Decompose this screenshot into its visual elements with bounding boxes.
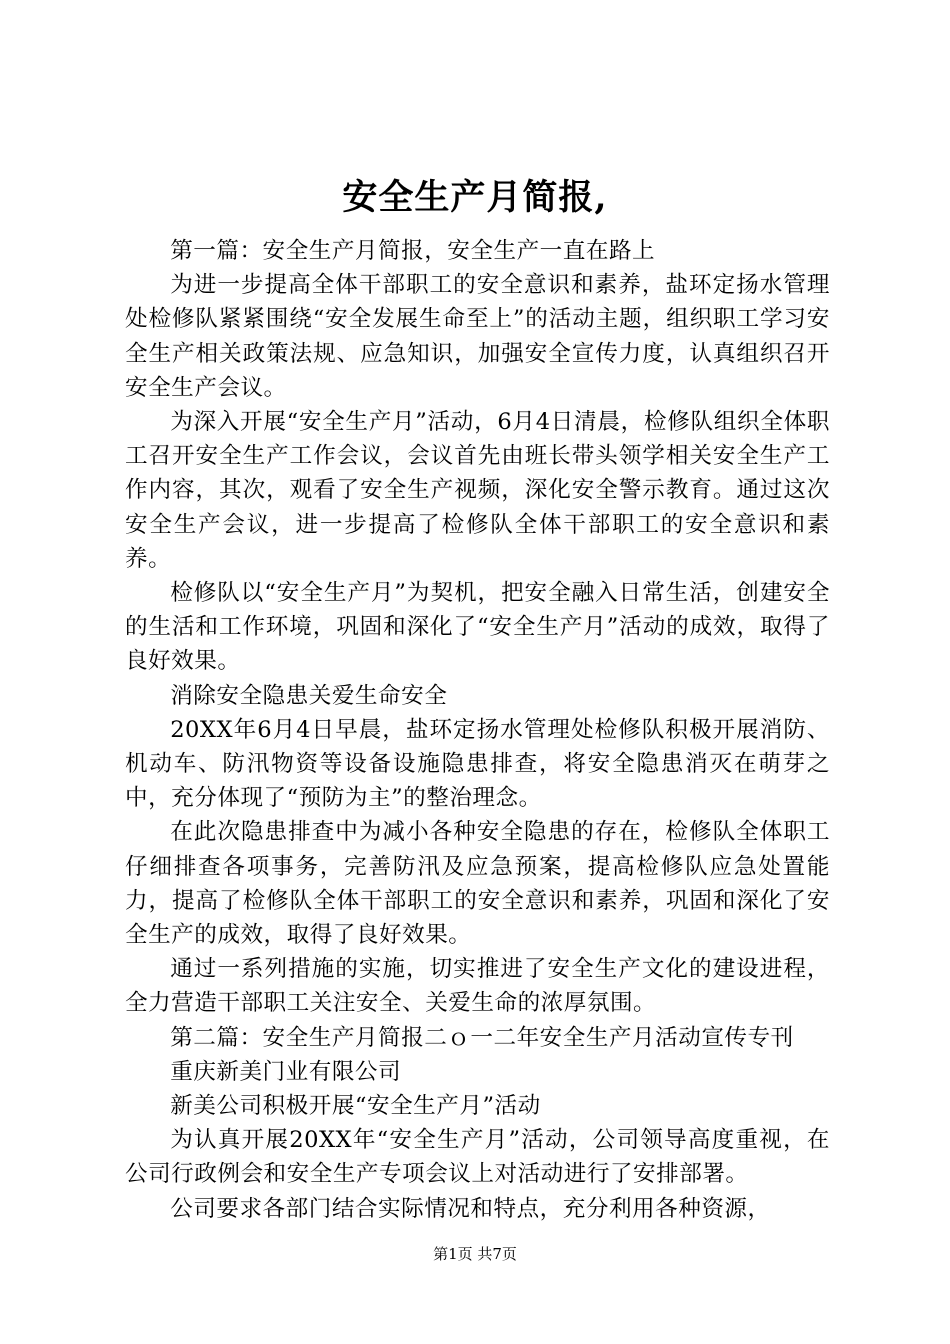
paragraph-3: 为深入开展“安全生产月”活动，6月4日清晨，检修队组织全体职工召开安全生产工作会议，会议首先由班长带头领学相关安全生产工作内容，其次，观看了安全生产视频，深化安全警示教育。通过这次安全生产会议，进一步提高了检修队全体干部职工的安全意识和素养。	[125, 409, 830, 572]
paragraph-11: 新美公司积极开展“安全生产月”活动	[170, 1093, 541, 1120]
paragraph-2: 为进一步提高全体干部职工的安全意识和素养，盐环定扬水管理处检修队紧紧围绕“安全发展生命至上”的活动主题，组织职工学习安全生产相关政策法规、应急知识，加强安全宣传力度，认真组织召开安全生产会议。	[125, 272, 830, 401]
document-title: 安全生产月简报,	[342, 177, 608, 218]
paragraph-12: 为认真开展20XX年“安全生产月”活动，公司领导高度重视，在公司行政例会和安全生产专项会议上对活动进行了安排部署。	[125, 1127, 830, 1188]
paragraph-7: 在此次隐患排查中为减小各种安全隐患的存在，检修队全体职工仔细排查各项事务，完善防汛及应急预案，提高检修队应急处置能力，提高了检修队全体干部职工的安全意识和素养，巩固和深化了安全生产的成效，取得了良好效果。	[125, 819, 830, 949]
paragraph-6: 20XX年6月4日早晨，盐环定扬水管理处检修队积极开展消防、机动车、防汛物资等设备设施隐患排查，将安全隐患消灭在萌芽之中，充分体现了“预防为主”的整治理念。	[125, 716, 830, 812]
paragraph-4: 检修队以“安全生产月”为契机，把安全融入日常生活，创建安全的生活和工作环境，巩固和深化了“安全生产月”活动的成效，取得了良好效果。	[125, 580, 830, 675]
page-footer: 第1页 共7页	[433, 1245, 517, 1263]
paragraph-13: 公司要求各部门结合实际情况和特点，充分利用各种资源，	[170, 1195, 771, 1222]
paragraph-5: 消除安全隐患关爱生命安全	[170, 682, 448, 709]
paragraph-1: 第一篇：安全生产月简报，安全生产一直在路上	[170, 238, 656, 264]
paragraph-10: 重庆新美门业有限公司	[170, 1058, 402, 1085]
paragraph-8: 通过一系列措施的实施，切实推进了安全生产文化的建设进程，全力营造干部职工关注安全、关爱生命的浓厚氛围。	[125, 956, 830, 1017]
paragraph-9: 第二篇：安全生产月简报二ｏ一二年安全生产月活动宣传专刊	[170, 1024, 794, 1051]
document-body	[125, 234, 830, 1226]
